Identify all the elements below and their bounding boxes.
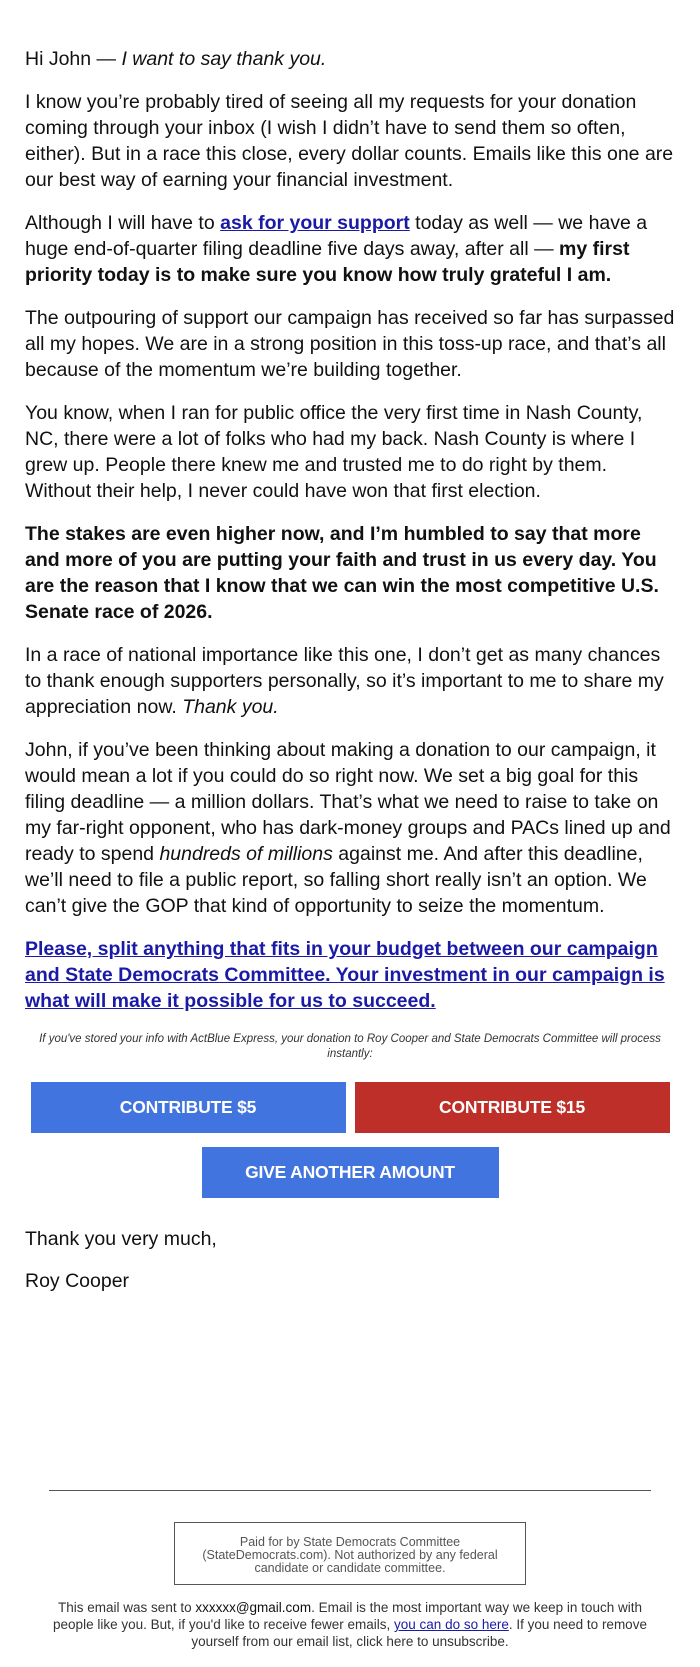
- footer-text: [0, 1599, 700, 1650]
- paragraph-5: [25, 521, 675, 625]
- paragraph-3: The outpouring of support our campaign has received so far has surpassed all my hopes. We are in a strong position in this toss-up race, and that’s all because of the momentum we’re building together.: [25, 307, 675, 381]
- footer-unsubscribe-text[interactable]: . If you need to remove yourself from our email list, click here to unsubscribe.: [191, 1617, 647, 1649]
- paragraph-2-text-middle: today as well — we have a huge end-of-quarter filing deadline five days away, after all —: [25, 212, 648, 260]
- greeting: [25, 46, 675, 72]
- actblue-express-note: If you've stored your info with ActBlue Express, your donation to Roy Cooper and State Democrats Committee will process instantly:: [39, 1033, 661, 1060]
- paragraph-6-text: In a race of national importance like this one, I don’t get as many chances to thank enough supporters personally, so it’s important to me to share my appreciation now.: [25, 644, 664, 718]
- paragraph-6: [25, 642, 675, 720]
- paid-for-disclaimer: Paid for by State Democrats Committee (StateDemocrats.com). Not authorized by any federal candidate or candidate committee.: [174, 1522, 526, 1585]
- other-amount-row: [25, 1147, 675, 1198]
- signature-name: Roy Cooper: [25, 1270, 130, 1292]
- split-donation-link[interactable]: Please, split anything that fits in your budget between our campaign and State Democrats Committee. Your investment in our campaign is what will make it possible for us to succeed.: [25, 938, 665, 1012]
- paragraph-7-italic: hundreds of millions: [159, 843, 333, 865]
- paragraph-4: You know, when I ran for public office the very first time in Nash County, NC, there were a lot of folks who had my back. Nash County is where I grew up. People there knew me and trusted me to do right by them. Without their help, I never could have won that first election.: [25, 402, 643, 502]
- greeting-italic: I want to say thank you.: [121, 48, 327, 70]
- contribute-5-button[interactable]: CONTRIBUTE $5: [31, 1082, 346, 1133]
- paragraph-2-text: Although I will have to: [25, 212, 221, 234]
- paragraph-2-bold: my first priority today is to make sure you know how truly grateful I am.: [25, 238, 630, 286]
- paragraph-7-text-after: against me. And after this deadline, we’ll need to file a public report, so falling short really isn’t an option. We can’t give the GOP that kind of opportunity to seize the momentum.: [25, 843, 647, 917]
- paragraph-1: I know you’re probably tired of seeing all my requests for your donation coming through your inbox (I wish I didn’t have to send them so often, either). But in a race this close, every dollar counts. Emails like this one are our best way of earning your financial investment.: [25, 91, 674, 191]
- footer-sent-middle: . Email is the most important way we keep in touch with people like you. But, if you'd like to receive fewer emails,: [53, 1600, 642, 1632]
- footer-divider: [49, 1490, 651, 1491]
- footer-sent-prefix: This email was sent to: [58, 1600, 196, 1615]
- contribute-button-row: [25, 1082, 675, 1133]
- spacer: [25, 1310, 675, 1490]
- recipient-email: xxxxxx@gmail.com: [195, 1600, 312, 1615]
- contribute-15-button[interactable]: CONTRIBUTE $15: [355, 1082, 670, 1133]
- paragraph-5-bold: The stakes are even higher now, and I’m humbled to say that more and more of you are putting your faith and trust in us every day. You are the reason that I know that we can win the most competitive U.S. Senate race of 2026.: [25, 523, 659, 623]
- closing-line: Thank you very much,: [25, 1228, 217, 1250]
- paragraph-6-italic: Thank you.: [182, 696, 279, 718]
- greeting-prefix: Hi John —: [25, 48, 122, 70]
- fewer-emails-link[interactable]: you can do so here: [394, 1617, 509, 1632]
- cta-paragraph: [25, 936, 675, 1014]
- ask-for-support-link[interactable]: ask for your support: [220, 212, 410, 234]
- paragraph-7: [25, 737, 675, 919]
- paragraph-7-text: John, if you’ve been thinking about making a donation to our campaign, it would mean a lot if you could do so right now. We set a big goal for this filing deadline — a million dollars. That’s what we need to raise to take on my far-right opponent, who has dark-money groups and PACs lined up and ready to spend: [25, 739, 671, 865]
- give-another-amount-button[interactable]: GIVE ANOTHER AMOUNT: [202, 1147, 499, 1198]
- paragraph-2: [25, 210, 675, 288]
